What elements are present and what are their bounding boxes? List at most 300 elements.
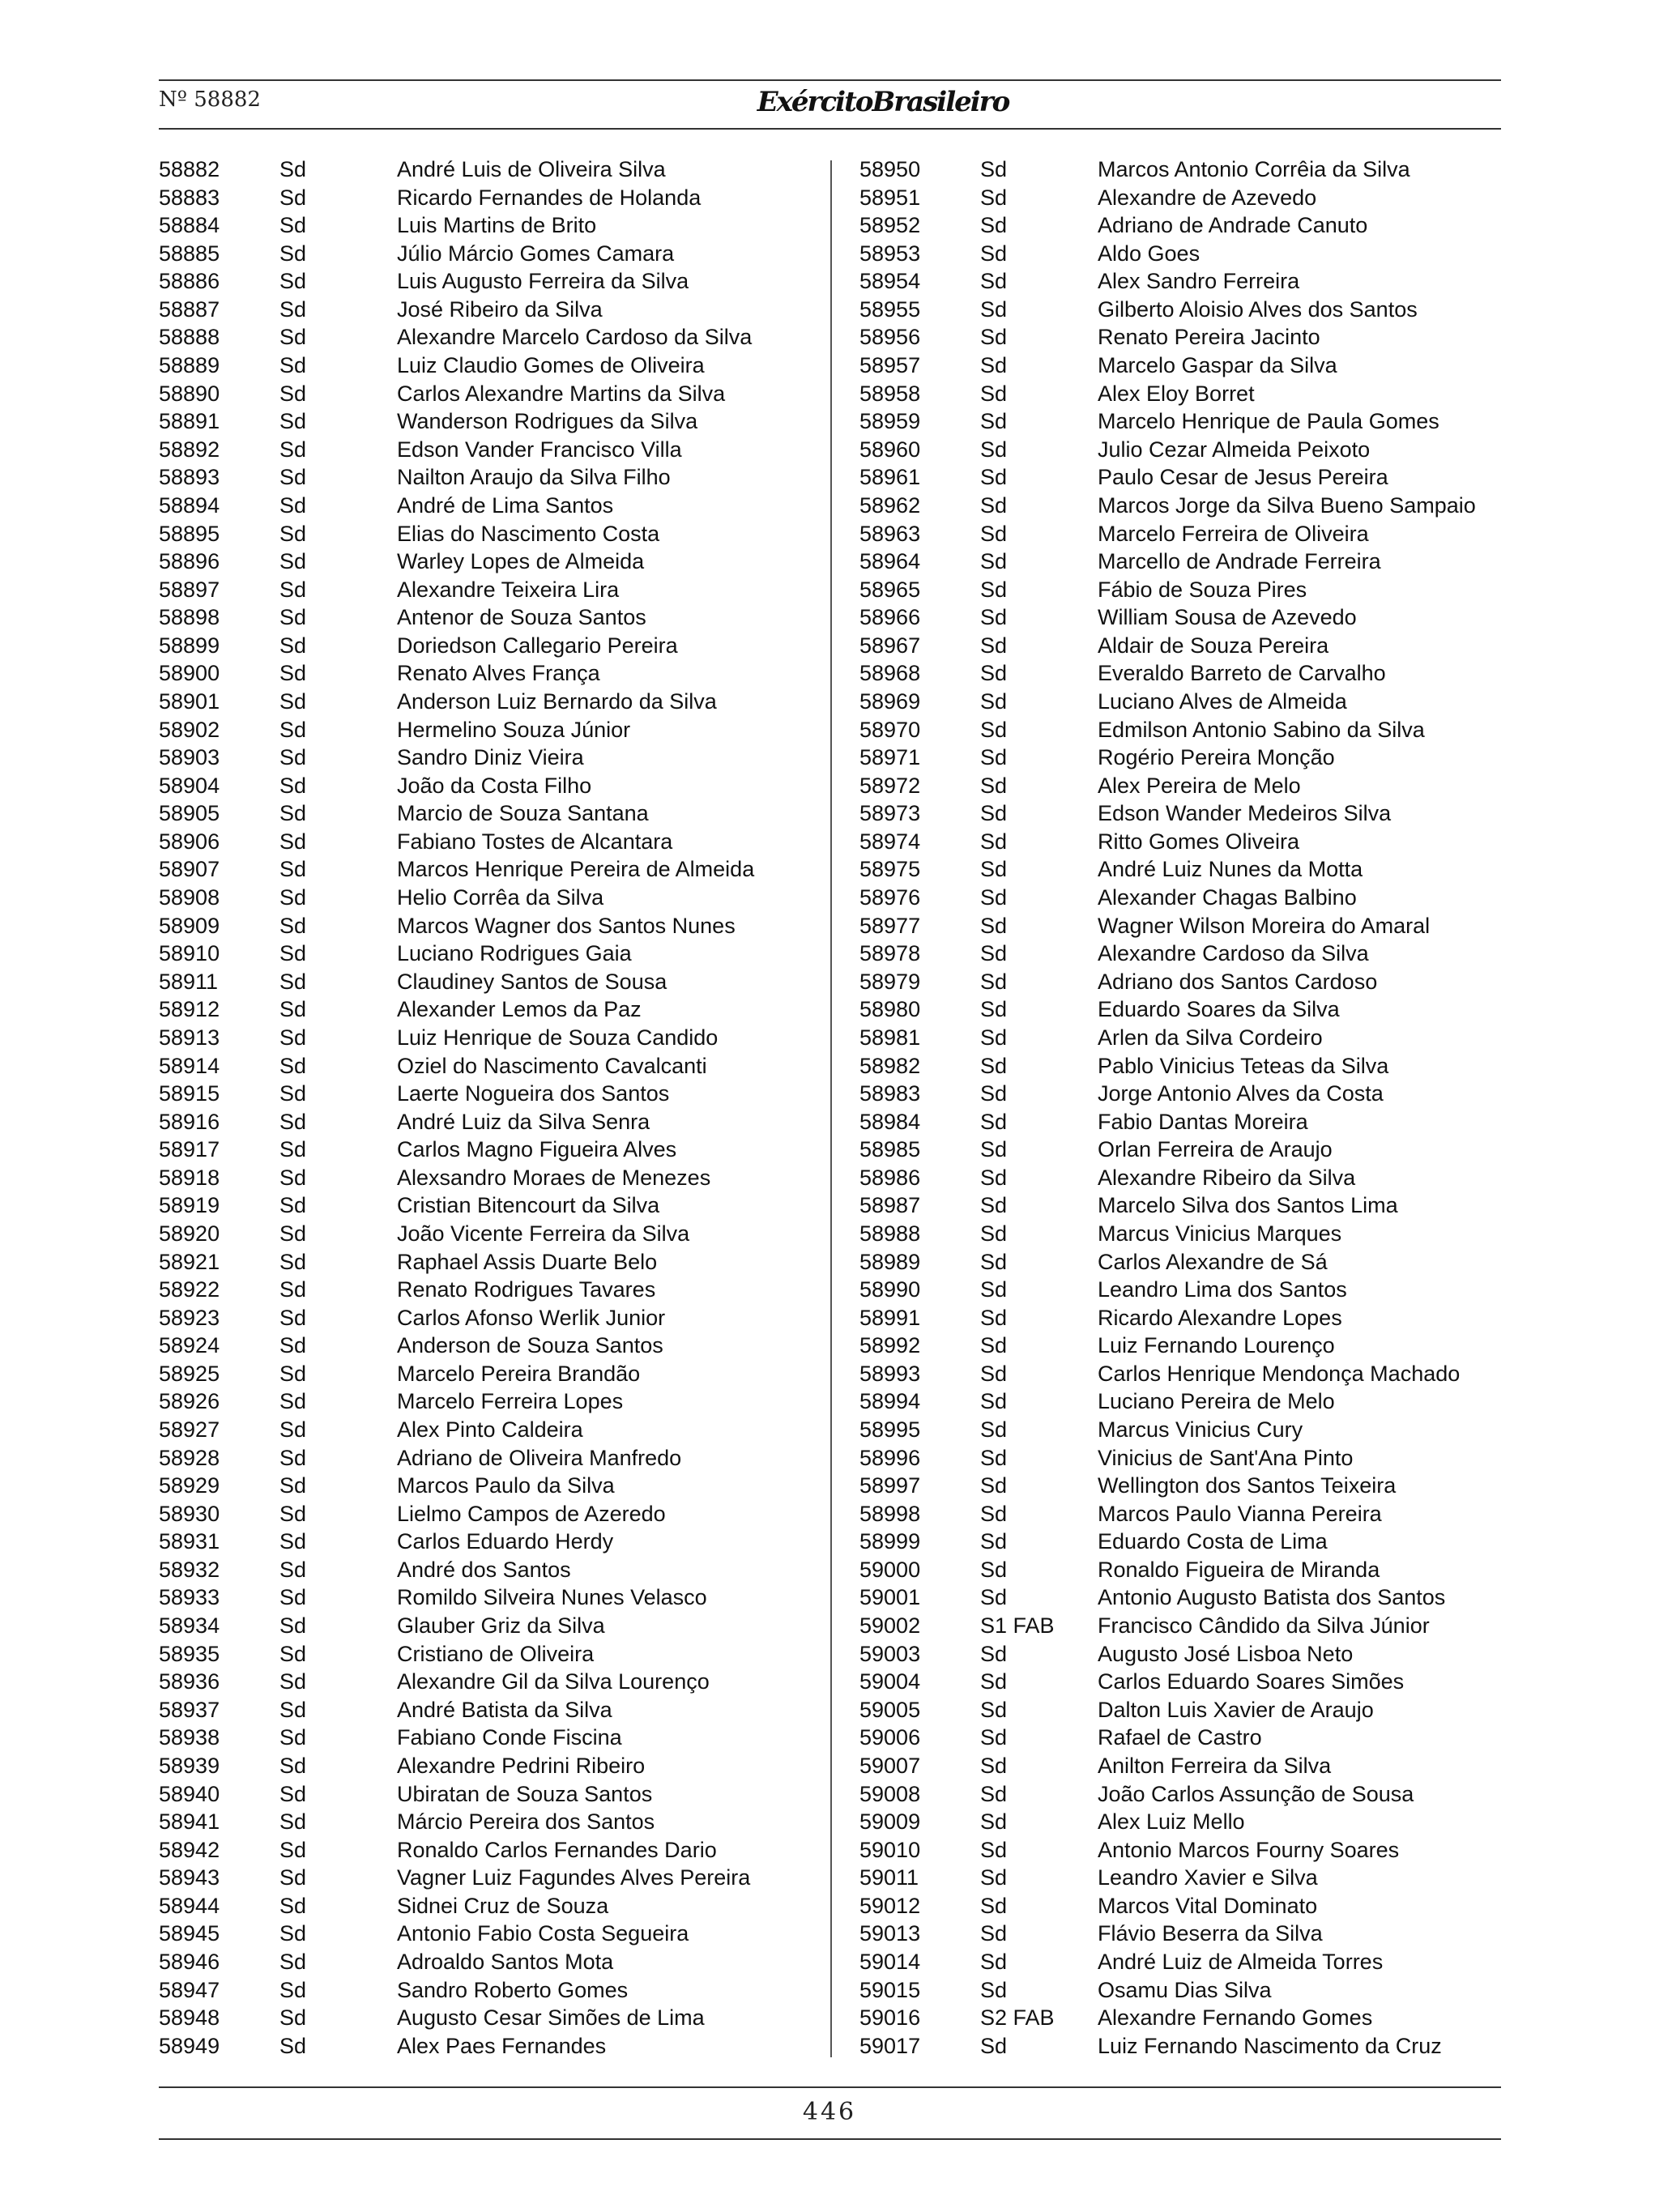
entry-rank: Sd xyxy=(980,1221,1008,1246)
entry-rank: Sd xyxy=(980,1950,1008,1974)
entry-number: 58970 xyxy=(859,717,921,742)
entry-number: 58996 xyxy=(859,1445,921,1470)
entry-rank: Sd xyxy=(279,1053,307,1078)
entry-name: Flávio Beserra da Silva xyxy=(1098,1921,1323,1946)
entry-name: Alexandre Gil da Silva Lourenço xyxy=(397,1669,710,1694)
entry-rank: Sd xyxy=(279,2033,307,2058)
entry-number: 58959 xyxy=(859,409,921,434)
entry-rank: Sd xyxy=(279,549,307,574)
entry-name: Carlos Magno Figueira Alves xyxy=(397,1137,677,1162)
entry-number: 58888 xyxy=(159,325,220,350)
entry-name: Rafael de Castro xyxy=(1098,1725,1262,1750)
entry-number: 58904 xyxy=(159,773,220,798)
entry-number: 58899 xyxy=(159,633,220,658)
entry-rank: Sd xyxy=(279,1109,307,1134)
entry-name: André Batista da Silva xyxy=(397,1697,612,1722)
entry-number: 58925 xyxy=(159,1361,220,1386)
entry-rank: Sd xyxy=(279,1865,307,1890)
entry-number: 58974 xyxy=(859,829,921,854)
entry-rank: Sd xyxy=(279,1613,307,1639)
entry-rank: Sd xyxy=(279,437,307,462)
page-title: ExércitoBrasileiro xyxy=(757,86,1009,118)
entry-rank: Sd xyxy=(279,577,307,602)
entry-rank: Sd xyxy=(279,492,307,518)
entry-rank: Sd xyxy=(279,801,307,826)
entry-rank: Sd xyxy=(980,1109,1008,1134)
entry-rank: Sd xyxy=(279,1781,307,1806)
entry-number: 58983 xyxy=(859,1081,921,1106)
entry-rank: Sd xyxy=(279,1837,307,1862)
entry-number: 58948 xyxy=(159,2005,220,2031)
entry-number: 58997 xyxy=(859,1473,921,1498)
entry-number: 58962 xyxy=(859,492,921,518)
entry-name: Alexandre Cardoso da Silva xyxy=(1098,941,1369,966)
entry-rank: Sd xyxy=(980,437,1008,462)
entry-rank: Sd xyxy=(980,1753,1008,1778)
entry-name: Pablo Vinicius Teteas da Silva xyxy=(1098,1053,1389,1078)
entry-number: 58987 xyxy=(859,1193,921,1218)
entry-number: 58961 xyxy=(859,465,921,490)
entry-name: Marcelo Ferreira de Oliveira xyxy=(1098,521,1369,546)
entry-number: 58986 xyxy=(859,1165,921,1190)
entry-number: 58886 xyxy=(159,269,220,294)
entry-rank: Sd xyxy=(980,157,1008,181)
entry-name: Gilberto Aloisio Alves dos Santos xyxy=(1098,296,1418,322)
entry-rank: Sd xyxy=(279,1221,307,1246)
entry-number: 58969 xyxy=(859,688,921,714)
entry-rank: Sd xyxy=(279,157,307,181)
entry-number: 58884 xyxy=(159,213,220,238)
entry-name: Marcelo Silva dos Santos Lima xyxy=(1098,1193,1398,1218)
entry-number: 58893 xyxy=(159,465,220,490)
entry-name: Antonio Fabio Costa Segueira xyxy=(397,1921,689,1946)
entry-rank: Sd xyxy=(279,296,307,322)
entry-rank: Sd xyxy=(279,1305,307,1330)
entry-name: Anderson Luiz Bernardo da Silva xyxy=(397,688,717,714)
entry-number: 58882 xyxy=(159,157,220,181)
entry-name: Romildo Silveira Nunes Velasco xyxy=(397,1585,707,1610)
entry-number: 58953 xyxy=(859,241,921,266)
entry-rank: Sd xyxy=(980,1641,1008,1666)
entry-name: Alexander Lemos da Paz xyxy=(397,997,642,1022)
entry-name: Renato Pereira Jacinto xyxy=(1098,325,1320,350)
entry-rank: Sd xyxy=(980,1137,1008,1162)
entry-rank: Sd xyxy=(279,633,307,658)
entry-rank: Sd xyxy=(980,688,1008,714)
entry-name: Carlos Alexandre de Sá xyxy=(1098,1249,1328,1274)
entry-rank: Sd xyxy=(980,1249,1008,1274)
entry-name: Alex Paes Fernandes xyxy=(397,2033,607,2058)
entry-number: 59005 xyxy=(859,1697,921,1722)
entry-rank: Sd xyxy=(279,1893,307,1918)
entry-number: 58926 xyxy=(159,1389,220,1414)
entry-name: Wagner Wilson Moreira do Amaral xyxy=(1098,913,1431,938)
entry-name: Wanderson Rodrigues da Silva xyxy=(397,409,698,434)
entry-rank: Sd xyxy=(279,969,307,994)
entry-rank: Sd xyxy=(980,1557,1008,1582)
entry-name: Alexandre Ribeiro da Silva xyxy=(1098,1165,1356,1190)
entry-name: Leandro Xavier e Silva xyxy=(1098,1865,1318,1890)
entry-rank: Sd xyxy=(980,661,1008,686)
column-divider xyxy=(830,160,832,2057)
entry-number: 58994 xyxy=(859,1389,921,1414)
entry-name: João Carlos Assunção de Sousa xyxy=(1098,1781,1414,1806)
entry-name: Doriedson Callegario Pereira xyxy=(397,633,678,658)
entry-rank: Sd xyxy=(980,717,1008,742)
entry-rank: Sd xyxy=(279,1753,307,1778)
entry-number: 58915 xyxy=(159,1081,220,1106)
entry-name: Dalton Luis Xavier de Araujo xyxy=(1098,1697,1374,1722)
entry-name: Antonio Augusto Batista dos Santos xyxy=(1098,1585,1446,1610)
entry-number: 58920 xyxy=(159,1221,220,1246)
entry-name: Edmilson Antonio Sabino da Silva xyxy=(1098,717,1425,742)
entry-number: 58979 xyxy=(859,969,921,994)
entry-number: 58927 xyxy=(159,1417,220,1443)
entry-name: Alexsandro Moraes de Menezes xyxy=(397,1165,711,1190)
entry-name: Alexandre Marcelo Cardoso da Silva xyxy=(397,325,753,350)
entry-rank: Sd xyxy=(279,885,307,910)
entry-number: 58963 xyxy=(859,521,921,546)
entry-name: Sidnei Cruz de Souza xyxy=(397,1893,609,1918)
entry-number: 58910 xyxy=(159,941,220,966)
entry-rank: Sd xyxy=(980,969,1008,994)
entry-rank: Sd xyxy=(279,1473,307,1498)
entry-number: 58890 xyxy=(159,381,220,406)
entry-number: 58999 xyxy=(859,1529,921,1554)
entry-name: Luiz Henrique de Souza Candido xyxy=(397,1025,719,1050)
entry-name: Claudiney Santos de Sousa xyxy=(397,969,667,994)
entry-name: Rogério Pereira Monção xyxy=(1098,745,1335,770)
entry-rank: Sd xyxy=(980,241,1008,266)
entry-name: Alexandre Pedrini Ribeiro xyxy=(397,1753,646,1778)
entry-name: Anderson de Souza Santos xyxy=(397,1333,663,1358)
entry-rank: Sd xyxy=(980,2033,1008,2058)
entry-rank: Sd xyxy=(980,1977,1008,2002)
entry-rank: Sd xyxy=(980,1473,1008,1498)
entry-name: Vagner Luiz Fagundes Alves Pereira xyxy=(397,1865,751,1890)
entry-number: 58941 xyxy=(159,1809,220,1835)
entry-rank: Sd xyxy=(980,745,1008,770)
entry-name: Francisco Cândido da Silva Júnior xyxy=(1098,1613,1430,1639)
entry-name: Marcos Antonio Corrêia da Silva xyxy=(1098,157,1410,181)
entry-rank: Sd xyxy=(980,353,1008,378)
entry-name: Carlos Eduardo Soares Simões xyxy=(1098,1669,1405,1694)
entry-number: 58940 xyxy=(159,1781,220,1806)
entry-name: Eduardo Soares da Silva xyxy=(1098,997,1340,1022)
entry-name: Aldo Goes xyxy=(1098,241,1201,266)
entry-rank: Sd xyxy=(980,465,1008,490)
entry-rank: Sd xyxy=(980,1921,1008,1946)
entry-name: Alex Sandro Ferreira xyxy=(1098,269,1300,294)
entry-rank: Sd xyxy=(980,801,1008,826)
entry-name: Adriano de Andrade Canuto xyxy=(1098,213,1368,238)
entry-number: 58944 xyxy=(159,1893,220,1918)
entry-number: 58900 xyxy=(159,661,220,686)
entry-name: Paulo Cesar de Jesus Pereira xyxy=(1098,465,1388,490)
entry-name: Anilton Ferreira da Silva xyxy=(1098,1753,1332,1778)
entry-number: 58898 xyxy=(159,605,220,630)
entry-rank: Sd xyxy=(279,1165,307,1190)
entry-number: 58931 xyxy=(159,1529,220,1554)
entry-rank: Sd xyxy=(980,1781,1008,1806)
entry-rank: Sd xyxy=(980,941,1008,966)
entry-number: 59004 xyxy=(859,1669,921,1694)
entry-number: 58992 xyxy=(859,1333,921,1358)
entry-rank: Sd xyxy=(980,381,1008,406)
entry-rank: Sd xyxy=(279,745,307,770)
entry-number: 58942 xyxy=(159,1837,220,1862)
entry-name: Renato Rodrigues Tavares xyxy=(397,1277,656,1302)
entry-rank: Sd xyxy=(279,1361,307,1386)
entry-rank: Sd xyxy=(279,941,307,966)
entry-number: 58978 xyxy=(859,941,921,966)
entry-number: 58902 xyxy=(159,717,220,742)
entry-number: 58891 xyxy=(159,409,220,434)
entry-name: Elias do Nascimento Costa xyxy=(397,521,660,546)
entry-rank: Sd xyxy=(279,1025,307,1050)
entry-name: Fabiano Conde Fiscina xyxy=(397,1725,622,1750)
entry-rank: Sd xyxy=(980,1725,1008,1750)
entry-name: Alexander Chagas Balbino xyxy=(1098,885,1357,910)
entry-number: 58998 xyxy=(859,1501,921,1526)
entry-rank: Sd xyxy=(279,1557,307,1582)
entry-rank: Sd xyxy=(279,1529,307,1554)
entry-name: André Luiz da Silva Senra xyxy=(397,1109,650,1134)
entry-name: Ubiratan de Souza Santos xyxy=(397,1781,653,1806)
entry-name: Augusto José Lisboa Neto xyxy=(1098,1641,1354,1666)
entry-name: Sandro Roberto Gomes xyxy=(397,1977,629,2002)
entry-rank: Sd xyxy=(279,1417,307,1443)
entry-name: Luciano Pereira de Melo xyxy=(1098,1389,1335,1414)
entry-number: 58968 xyxy=(859,661,921,686)
entry-rank: Sd xyxy=(980,213,1008,238)
document-number: Nº 58882 xyxy=(159,87,261,112)
entry-rank: Sd xyxy=(980,269,1008,294)
entry-rank: Sd xyxy=(279,661,307,686)
entry-name: Adriano de Oliveira Manfredo xyxy=(397,1445,682,1470)
entry-rank: Sd xyxy=(980,521,1008,546)
entry-name: Luciano Alves de Almeida xyxy=(1098,688,1347,714)
entry-number: 58972 xyxy=(859,773,921,798)
entry-number: 58966 xyxy=(859,605,921,630)
entry-name: João Vicente Ferreira da Silva xyxy=(397,1221,690,1246)
entry-number: 58985 xyxy=(859,1137,921,1162)
entry-name: Alex Eloy Borret xyxy=(1098,381,1255,406)
entry-rank: Sd xyxy=(279,353,307,378)
entry-rank: Sd xyxy=(980,1501,1008,1526)
entry-rank: Sd xyxy=(980,1025,1008,1050)
entry-number: 58967 xyxy=(859,633,921,658)
entry-number: 58995 xyxy=(859,1417,921,1443)
entry-number: 58947 xyxy=(159,1977,220,2002)
entry-number: 58945 xyxy=(159,1921,220,1946)
entry-number: 58954 xyxy=(859,269,921,294)
entry-rank: Sd xyxy=(279,1921,307,1946)
entry-name: Ricardo Alexandre Lopes xyxy=(1098,1305,1342,1330)
entry-rank: Sd xyxy=(279,2005,307,2031)
entry-name: Luiz Fernando Nascimento da Cruz xyxy=(1098,2033,1442,2058)
entry-number: 58981 xyxy=(859,1025,921,1050)
entry-name: Laerte Nogueira dos Santos xyxy=(397,1081,670,1106)
entry-name: Marcos Paulo Vianna Pereira xyxy=(1098,1501,1382,1526)
entry-number: 58911 xyxy=(159,969,219,994)
entry-rank: Sd xyxy=(980,1865,1008,1890)
entry-name: Marcelo Pereira Brandão xyxy=(397,1361,641,1386)
entry-number: 58958 xyxy=(859,381,921,406)
entry-rank: Sd xyxy=(980,1837,1008,1862)
entry-rank: Sd xyxy=(279,773,307,798)
entry-name: André Luiz de Almeida Torres xyxy=(1098,1950,1384,1974)
entry-rank: Sd xyxy=(279,913,307,938)
entry-name: Orlan Ferreira de Araujo xyxy=(1098,1137,1333,1162)
entry-number: 58984 xyxy=(859,1109,921,1134)
entry-name: Adroaldo Santos Mota xyxy=(397,1950,614,1974)
entry-name: Edson Wander Medeiros Silva xyxy=(1098,801,1392,826)
entry-number: 58906 xyxy=(159,829,220,854)
entry-rank: Sd xyxy=(980,549,1008,574)
entry-rank: Sd xyxy=(279,1725,307,1750)
entry-number: 58901 xyxy=(159,688,220,714)
entry-number: 58883 xyxy=(159,185,220,210)
entry-name: Raphael Assis Duarte Belo xyxy=(397,1249,658,1274)
entry-number: 58973 xyxy=(859,801,921,826)
entry-number: 58937 xyxy=(159,1697,220,1722)
entry-number: 58977 xyxy=(859,913,921,938)
entry-name: Warley Lopes de Almeida xyxy=(397,549,645,574)
entry-number: 58957 xyxy=(859,353,921,378)
entry-number: 58952 xyxy=(859,213,921,238)
entry-rank: Sd xyxy=(279,1641,307,1666)
entry-name: Marcos Vital Dominato xyxy=(1098,1893,1318,1918)
entry-number: 58905 xyxy=(159,801,220,826)
entry-name: Alexandre Teixeira Lira xyxy=(397,577,620,602)
entry-number: 58935 xyxy=(159,1641,220,1666)
entry-name: Marcelo Henrique de Paula Gomes xyxy=(1098,409,1439,434)
entry-rank: Sd xyxy=(980,997,1008,1022)
entry-name: Sandro Diniz Vieira xyxy=(397,745,584,770)
entry-name: Marcos Wagner dos Santos Nunes xyxy=(397,913,736,938)
entry-number: 58924 xyxy=(159,1333,220,1358)
entry-number: 59008 xyxy=(859,1781,921,1806)
entry-rank: Sd xyxy=(279,605,307,630)
entry-name: André Luis de Oliveira Silva xyxy=(397,157,666,181)
entry-number: 58991 xyxy=(859,1305,921,1330)
entry-number: 58990 xyxy=(859,1277,921,1302)
entry-rank: Sd xyxy=(279,1333,307,1358)
entry-rank: Sd xyxy=(279,381,307,406)
entry-rank: Sd xyxy=(279,1193,307,1218)
entry-number: 59010 xyxy=(859,1837,921,1862)
entry-number: 58929 xyxy=(159,1473,220,1498)
entry-name: Wellington dos Santos Teixeira xyxy=(1098,1473,1397,1498)
entry-rank: Sd xyxy=(279,213,307,238)
entry-number: 58885 xyxy=(159,241,220,266)
entry-name: Alex Luiz Mello xyxy=(1098,1809,1245,1835)
entry-number: 58919 xyxy=(159,1193,220,1218)
entry-number: 58895 xyxy=(159,521,220,546)
entry-name: Edson Vander Francisco Villa xyxy=(397,437,682,462)
entry-name: Marcello de Andrade Ferreira xyxy=(1098,549,1381,574)
entry-name: Marcos Jorge da Silva Bueno Sampaio xyxy=(1098,492,1476,518)
entry-rank: Sd xyxy=(980,1669,1008,1694)
entry-name: Cristian Bitencourt da Silva xyxy=(397,1193,660,1218)
entry-rank: Sd xyxy=(279,185,307,210)
entry-rank: Sd xyxy=(279,1697,307,1722)
header-bottom-rule xyxy=(159,128,1501,130)
entry-name: Ritto Gomes Oliveira xyxy=(1098,829,1300,854)
entry-number: 58928 xyxy=(159,1445,220,1470)
entry-number: 58971 xyxy=(859,745,921,770)
entry-rank: Sd xyxy=(279,521,307,546)
entry-rank: Sd xyxy=(980,325,1008,350)
entry-name: Fábio de Souza Pires xyxy=(1098,577,1307,602)
entry-rank: Sd xyxy=(279,409,307,434)
entry-number: 59002 xyxy=(859,1613,921,1639)
entry-name: Antenor de Souza Santos xyxy=(397,605,646,630)
entry-number: 58993 xyxy=(859,1361,921,1386)
entry-number: 59011 xyxy=(859,1865,919,1890)
entry-number: 58913 xyxy=(159,1025,220,1050)
entry-name: Marcus Vinicius Cury xyxy=(1098,1417,1303,1443)
entry-name: Luiz Claudio Gomes de Oliveira xyxy=(397,353,705,378)
entry-name: Glauber Griz da Silva xyxy=(397,1613,605,1639)
entry-number: 58934 xyxy=(159,1613,220,1639)
entry-rank: Sd xyxy=(980,185,1008,210)
entry-number: 58914 xyxy=(159,1053,220,1078)
entry-rank: Sd xyxy=(279,1977,307,2002)
entry-number: 58964 xyxy=(859,549,921,574)
entry-name: Carlos Afonso Werlik Junior xyxy=(397,1305,666,1330)
entry-name: Cristiano de Oliveira xyxy=(397,1641,595,1666)
entry-rank: Sd xyxy=(279,1389,307,1414)
entry-name: Aldair de Souza Pereira xyxy=(1098,633,1329,658)
entry-number: 59012 xyxy=(859,1893,921,1918)
entry-name: José Ribeiro da Silva xyxy=(397,296,603,322)
entry-number: 58932 xyxy=(159,1557,220,1582)
entry-name: Luis Augusto Ferreira da Silva xyxy=(397,269,689,294)
entry-number: 59001 xyxy=(859,1585,921,1610)
entry-rank: Sd xyxy=(279,1809,307,1835)
entry-number: 58980 xyxy=(859,997,921,1022)
entry-rank: Sd xyxy=(980,409,1008,434)
entry-rank: Sd xyxy=(279,1081,307,1106)
entry-number: 58950 xyxy=(859,157,921,181)
entry-rank: Sd xyxy=(279,269,307,294)
entry-name: Marcus Vinicius Marques xyxy=(1098,1221,1342,1246)
entry-number: 58889 xyxy=(159,353,220,378)
entry-number: 59017 xyxy=(859,2033,921,2058)
entry-rank: Sd xyxy=(980,829,1008,854)
entry-rank: Sd xyxy=(980,1697,1008,1722)
entry-rank: Sd xyxy=(980,1529,1008,1554)
footer-bottom-rule xyxy=(159,2138,1501,2140)
entry-rank: Sd xyxy=(980,577,1008,602)
entry-number: 58917 xyxy=(159,1137,220,1162)
entry-number: 58907 xyxy=(159,857,220,882)
entry-rank: Sd xyxy=(279,241,307,266)
entry-number: 58956 xyxy=(859,325,921,350)
entry-rank: Sd xyxy=(279,1137,307,1162)
entry-number: 59016 xyxy=(859,2005,921,2031)
entry-name: Fabio Dantas Moreira xyxy=(1098,1109,1308,1134)
footer-top-rule xyxy=(159,2086,1501,2088)
entry-number: 58989 xyxy=(859,1249,921,1274)
entry-rank: Sd xyxy=(980,773,1008,798)
entry-number: 58922 xyxy=(159,1277,220,1302)
entry-rank: Sd xyxy=(279,1669,307,1694)
entry-number: 58930 xyxy=(159,1501,220,1526)
entry-number: 58894 xyxy=(159,492,220,518)
